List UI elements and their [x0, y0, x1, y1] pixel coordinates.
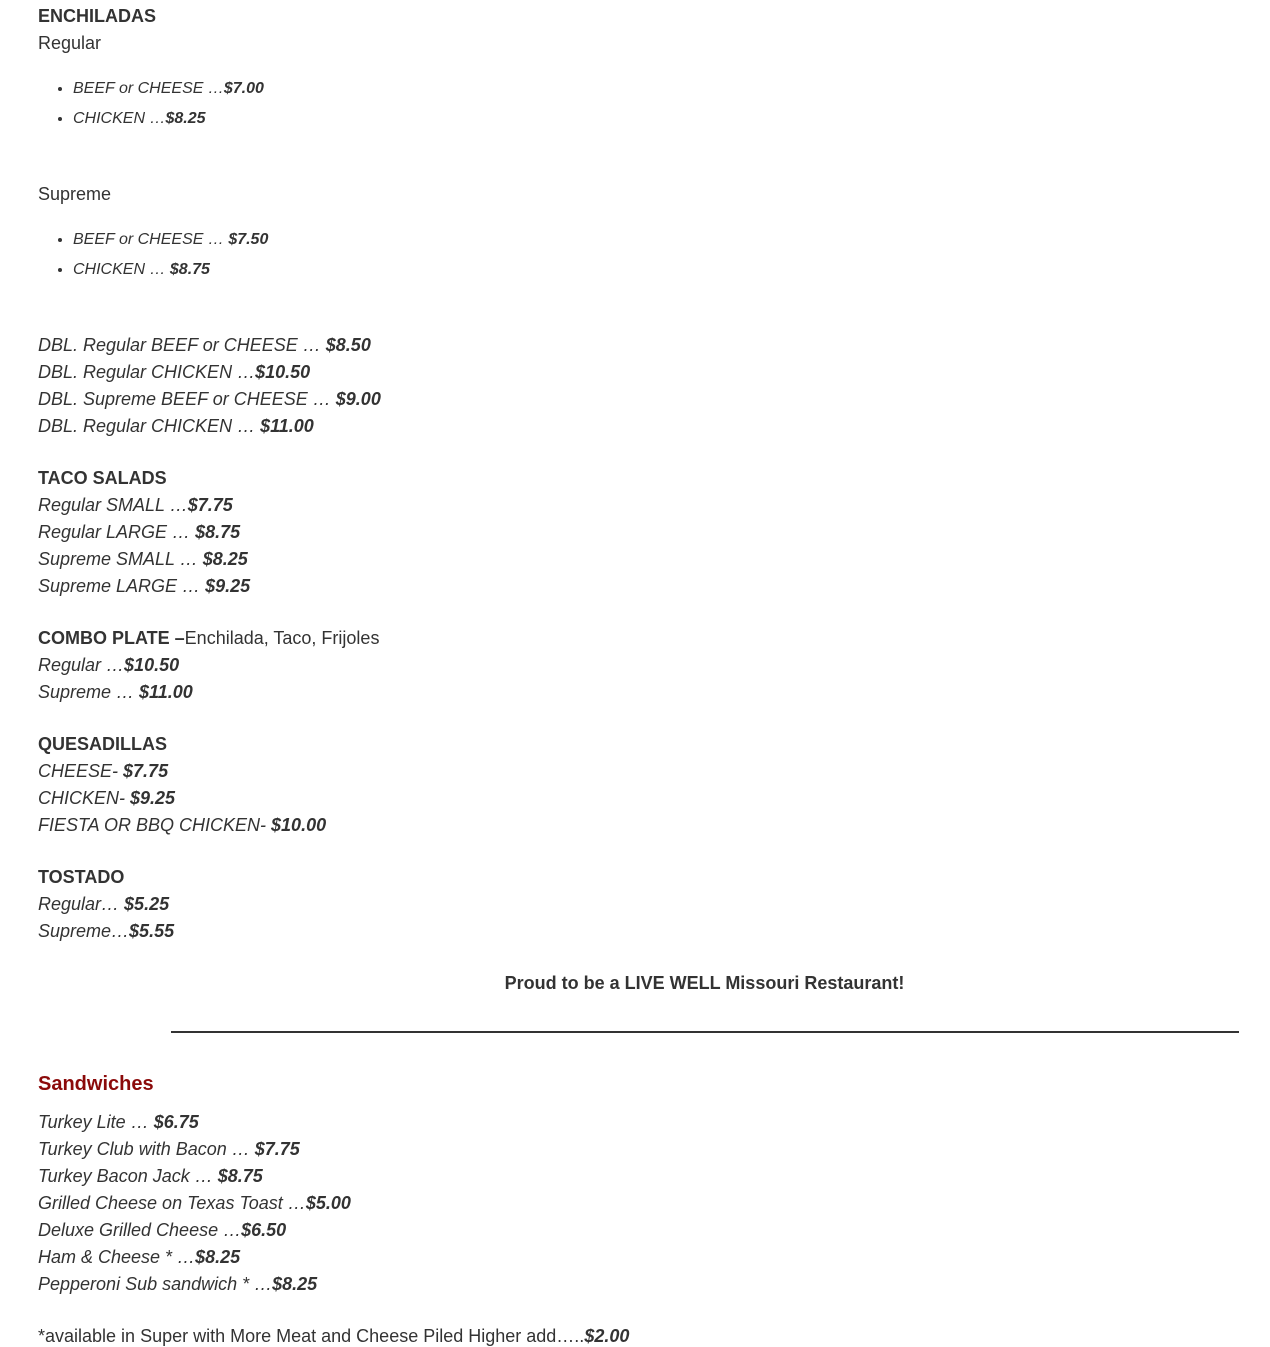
- item-price: $10.50: [255, 362, 311, 382]
- item-price: $8.75: [217, 1166, 263, 1186]
- menu-line: [38, 760, 168, 782]
- item-name: Turkey Club with Bacon …: [38, 1139, 255, 1159]
- item-name: Regular SMALL …: [38, 495, 188, 515]
- menu-line: [38, 1273, 317, 1295]
- item-name: DBL. Regular CHICKEN …: [38, 362, 256, 382]
- item-name: Supreme …: [38, 682, 140, 702]
- live-well-banner: Proud to be a LIVE WELL Missouri Restaurant!: [504, 973, 905, 993]
- list-item: [73, 255, 268, 285]
- menu-line: [38, 388, 381, 410]
- item-name: Regular …: [38, 655, 125, 675]
- list-item: [73, 74, 264, 104]
- combo-plate-description: Enchilada, Taco, Frijoles: [184, 628, 380, 648]
- menu-line: [38, 654, 179, 676]
- enchiladas-regular-label: Regular: [38, 33, 102, 53]
- list-item: [73, 225, 268, 255]
- item-price: $9.25: [205, 576, 251, 596]
- item-price: $9.00: [335, 389, 381, 409]
- item-name: DBL. Regular BEEF or CHEESE …: [38, 335, 326, 355]
- item-name: Supreme SMALL …: [38, 549, 203, 569]
- item-name: FIESTA OR BBQ CHICKEN-: [38, 815, 272, 835]
- item-price: $5.00: [305, 1193, 351, 1213]
- menu-line: [38, 494, 233, 516]
- menu-line: [38, 415, 314, 437]
- enchiladas-supreme-list: [38, 225, 268, 285]
- menu-line: [38, 1246, 240, 1268]
- item-name: Deluxe Grilled Cheese …: [38, 1220, 242, 1240]
- item-price: $10.50: [124, 655, 180, 675]
- item-price: $8.25: [195, 1247, 241, 1267]
- menu-line: [38, 575, 250, 597]
- footnote-text: *available in Super with More Meat and Cheese Piled Higher add…..: [38, 1326, 585, 1346]
- item-price: $8.75: [169, 261, 210, 278]
- section-divider: [171, 1031, 1239, 1033]
- item-price: $7.75: [187, 495, 233, 515]
- item-price: $7.50: [228, 231, 269, 248]
- item-price: $9.25: [130, 788, 176, 808]
- sandwiches-heading: Sandwiches: [38, 1073, 154, 1095]
- enchiladas-heading: ENCHILADAS: [38, 6, 157, 26]
- tostado-heading: TOSTADO: [38, 867, 125, 887]
- item-name: CHICKEN …: [73, 110, 166, 127]
- footnote-price: $2.00: [584, 1326, 630, 1346]
- menu-line: [38, 548, 248, 570]
- menu-line: [38, 521, 240, 543]
- item-name: BEEF or CHEESE …: [73, 80, 224, 97]
- menu-line: [38, 1192, 351, 1214]
- item-name: Grilled Cheese on Texas Toast …: [38, 1193, 306, 1213]
- item-name: CHICKEN-: [38, 788, 131, 808]
- item-price: $8.25: [272, 1274, 318, 1294]
- item-name: BEEF or CHEESE …: [73, 231, 229, 248]
- item-price: $11.00: [139, 682, 193, 702]
- menu-line: [38, 787, 175, 809]
- item-name: Ham & Cheese * …: [38, 1247, 196, 1267]
- item-price: $8.75: [195, 522, 241, 542]
- item-price: $5.55: [129, 921, 175, 941]
- item-name: Pepperoni Sub sandwich * …: [38, 1274, 273, 1294]
- menu-line: [38, 893, 169, 915]
- menu-line: [38, 1165, 263, 1187]
- taco-salads-heading: TACO SALADS: [38, 468, 167, 488]
- item-price: $7.75: [254, 1139, 300, 1159]
- item-name: Turkey Lite …: [38, 1112, 154, 1132]
- menu-line: [38, 920, 174, 942]
- list-item: [73, 104, 264, 134]
- combo-plate-title: COMBO PLATE –: [38, 628, 185, 648]
- item-price: $7.00: [223, 80, 264, 97]
- item-name: Supreme…: [38, 921, 130, 941]
- quesadillas-heading: QUESADILLAS: [38, 734, 168, 754]
- enchiladas-regular-list: [38, 74, 264, 134]
- item-name: CHEESE-: [38, 761, 124, 781]
- menu-line: [38, 334, 371, 356]
- item-name: Regular LARGE …: [38, 522, 196, 542]
- menu-line: [38, 681, 193, 703]
- item-price: $6.50: [241, 1220, 287, 1240]
- combo-plate-heading: [38, 627, 379, 649]
- enchiladas-supreme-label: Supreme: [38, 184, 112, 204]
- item-name: Regular…: [38, 894, 125, 914]
- item-price: $6.75: [153, 1112, 199, 1132]
- menu-line: [38, 814, 326, 836]
- item-name: DBL. Regular CHICKEN …: [38, 416, 261, 436]
- menu-line: [38, 361, 310, 383]
- item-name: Turkey Bacon Jack …: [38, 1166, 218, 1186]
- item-price: $5.25: [124, 894, 170, 914]
- item-price: $8.50: [325, 335, 371, 355]
- item-price: $7.75: [123, 761, 169, 781]
- menu-line: [38, 1219, 286, 1241]
- item-price: $11.00: [260, 416, 314, 436]
- item-name: Supreme LARGE …: [38, 576, 206, 596]
- item-price: $10.00: [271, 815, 327, 835]
- item-name: DBL. Supreme BEEF or CHEESE …: [38, 389, 336, 409]
- item-price: $8.25: [165, 110, 206, 127]
- item-price: $8.25: [202, 549, 248, 569]
- menu-line: [38, 1138, 300, 1160]
- menu-line: [38, 1111, 199, 1133]
- item-name: CHICKEN …: [73, 261, 170, 278]
